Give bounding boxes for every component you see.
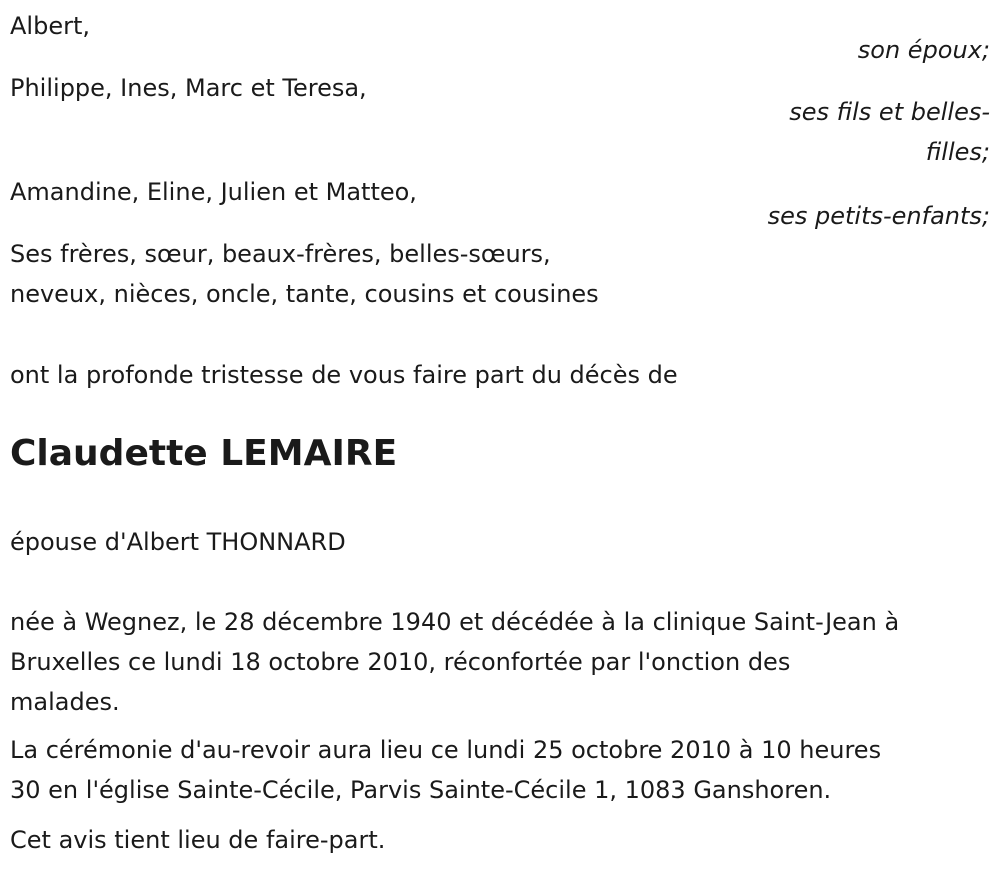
grandchildren-names: Amandine, Eline, Julien et Matteo, [10,178,417,206]
children-role-line2: filles; [925,138,990,166]
deceased-name: Claudette LEMAIRE [10,433,398,474]
relatives-line1: Ses frères, sœur, beaux-frères, belles-sœurs, [10,240,551,268]
grandchildren-role: ses petits-enfants; [767,202,990,230]
spouse-of-text: épouse d'Albert THONNARD [10,528,346,556]
relatives-line2: neveux, nièces, oncle, tante, cousins et cousines [10,280,599,308]
children-names: Philippe, Ines, Marc et Teresa, [10,74,367,102]
children-role-line1: ses fils et belles- [789,98,990,126]
spouse-name: Albert, [10,12,90,40]
ceremony-line1: La cérémonie d'au-revoir aura lieu ce lundi 25 octobre 2010 à 10 heures [10,736,882,764]
ceremony-line2: 30 en l'église Sainte-Cécile, Parvis Sainte-Cécile 1, 1083 Ganshoren. [10,776,832,804]
birth-death-line3: malades. [10,688,120,716]
closing-text: Cet avis tient lieu de faire-part. [10,826,386,854]
birth-death-line2: Bruxelles ce lundi 18 octobre 2010, réconfortée par l'onction des [10,648,791,676]
announcement-text: ont la profonde tristesse de vous faire part du décès de [10,361,678,389]
birth-death-line1: née à Wegnez, le 28 décembre 1940 et décédée à la clinique Saint-Jean à [10,608,900,636]
spouse-role: son époux; [857,36,990,64]
